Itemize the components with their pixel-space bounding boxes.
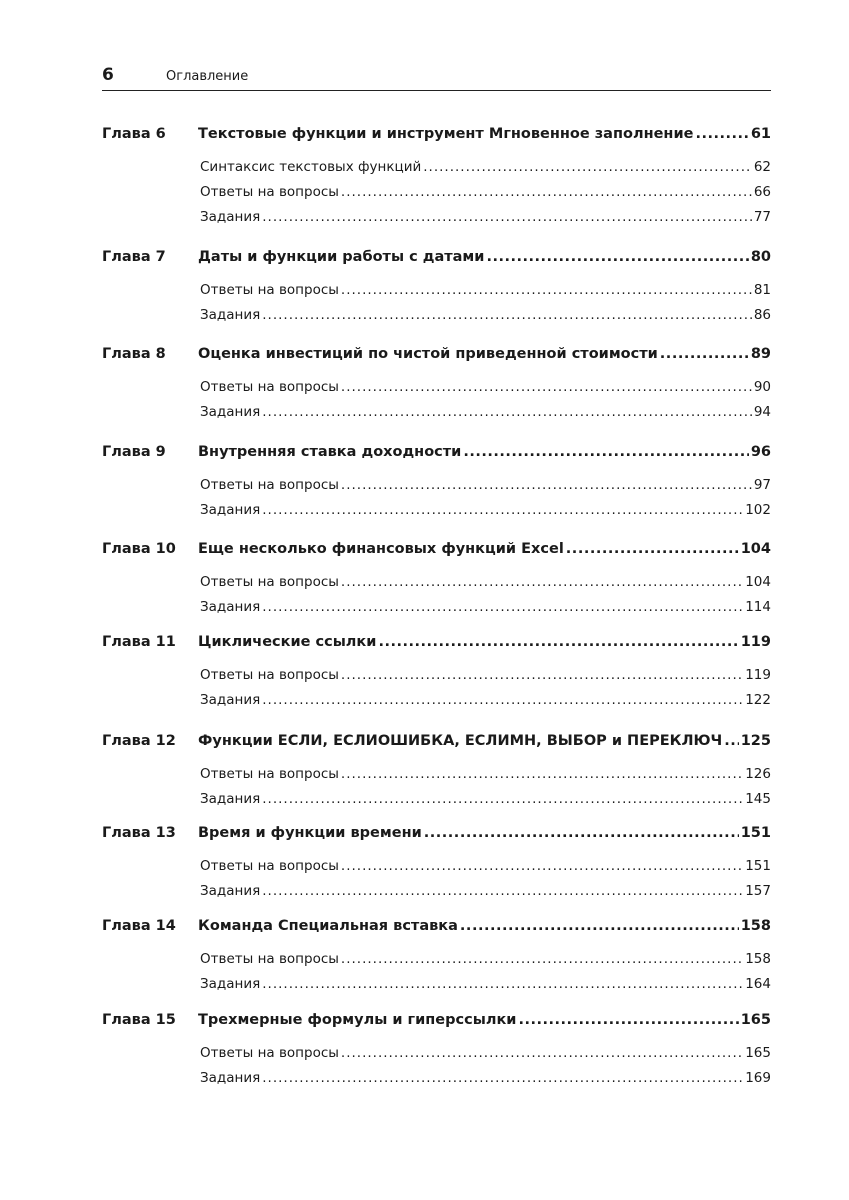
dot-leader <box>262 404 752 420</box>
toc-entry[interactable] <box>200 502 771 527</box>
toc-chapter <box>102 634 771 717</box>
chapter-label: Глава 8 <box>102 346 166 362</box>
chapter-page: 96 <box>750 444 771 460</box>
chapter-title: Внутренняя ставка доходности <box>198 444 462 460</box>
toc-entry[interactable] <box>200 404 771 429</box>
entry-page: 62 <box>753 159 771 175</box>
chapter-heading[interactable] <box>102 541 771 561</box>
chapter-heading[interactable] <box>102 918 771 938</box>
toc-entry[interactable] <box>200 883 771 908</box>
entry-page: 104 <box>745 574 771 590</box>
toc-entry[interactable] <box>200 477 771 502</box>
chapter-page: 165 <box>740 1012 771 1028</box>
dot-leader <box>262 692 743 708</box>
chapter-page: 151 <box>740 825 771 841</box>
chapter-heading[interactable] <box>102 444 771 464</box>
entry-page: 164 <box>745 976 771 992</box>
dot-leader <box>341 667 743 683</box>
chapter-page: 61 <box>750 126 771 142</box>
entry-page: 119 <box>745 667 771 683</box>
entry-title: Задания <box>200 502 261 518</box>
entry-title: Ответы на вопросы <box>200 184 339 200</box>
dot-leader <box>262 976 743 992</box>
dot-leader <box>341 379 752 395</box>
entry-title: Ответы на вопросы <box>200 1045 339 1061</box>
toc-chapter <box>102 918 771 1001</box>
dot-leader <box>423 159 752 175</box>
entry-title: Ответы на вопросы <box>200 574 339 590</box>
toc-chapter <box>102 733 771 816</box>
entry-title: Задания <box>200 1070 261 1086</box>
chapter-heading[interactable] <box>102 346 771 366</box>
chapter-entries <box>200 1045 771 1095</box>
entry-title: Задания <box>200 209 261 225</box>
page-number: 6 <box>102 65 114 85</box>
dot-leader <box>378 634 738 650</box>
toc-entry[interactable] <box>200 976 771 1001</box>
entry-title: Задания <box>200 307 261 323</box>
chapter-label: Глава 9 <box>102 444 166 460</box>
chapter-page: 80 <box>750 249 771 265</box>
toc-chapter <box>102 249 771 332</box>
toc-chapter <box>102 1012 771 1095</box>
chapter-entries <box>200 159 771 234</box>
entry-title: Ответы на вопросы <box>200 379 339 395</box>
chapter-entries <box>200 379 771 429</box>
dot-leader <box>341 858 743 874</box>
toc-entry[interactable] <box>200 574 771 599</box>
entry-page: 122 <box>745 692 771 708</box>
running-title: Оглавление <box>166 69 249 84</box>
toc-entry[interactable] <box>200 1045 771 1070</box>
entry-title: Ответы на вопросы <box>200 282 339 298</box>
entry-title: Задания <box>200 404 261 420</box>
chapter-entries <box>200 282 771 332</box>
chapter-title: Команда Специальная вставка <box>198 918 458 934</box>
chapter-title: Даты и функции работы с датами <box>198 249 485 265</box>
dot-leader <box>724 733 738 749</box>
entry-page: 151 <box>745 858 771 874</box>
toc-entry[interactable] <box>200 307 771 332</box>
toc-entry[interactable] <box>200 1070 771 1095</box>
entry-title: Задания <box>200 791 261 807</box>
dot-leader <box>341 282 752 298</box>
chapter-label: Глава 12 <box>102 733 176 749</box>
chapter-entries <box>200 574 771 624</box>
entry-page: 90 <box>753 379 771 395</box>
entry-page: 157 <box>745 883 771 899</box>
toc-chapter <box>102 541 771 624</box>
entry-page: 158 <box>745 951 771 967</box>
chapter-page: 119 <box>740 634 771 650</box>
entry-title: Синтаксис текстовых функций <box>200 159 422 175</box>
dot-leader <box>341 574 743 590</box>
entry-title: Ответы на вопросы <box>200 858 339 874</box>
toc-entry[interactable] <box>200 951 771 976</box>
toc-entry[interactable] <box>200 858 771 883</box>
chapter-heading[interactable] <box>102 126 771 146</box>
chapter-entries <box>200 667 771 717</box>
entry-title: Ответы на вопросы <box>200 766 339 782</box>
entry-title: Задания <box>200 976 261 992</box>
entry-title: Ответы на вопросы <box>200 667 339 683</box>
toc-entry[interactable] <box>200 599 771 624</box>
chapter-page: 158 <box>740 918 771 934</box>
chapter-entries <box>200 766 771 816</box>
dot-leader <box>660 346 749 362</box>
chapter-title: Еще несколько финансовых функций Excel <box>198 541 564 557</box>
entry-page: 169 <box>745 1070 771 1086</box>
chapter-entries <box>200 858 771 908</box>
entry-page: 114 <box>745 599 771 615</box>
chapter-entries <box>200 477 771 527</box>
toc-chapter <box>102 126 771 234</box>
dot-leader <box>262 1070 743 1086</box>
chapter-title: Оценка инвестиций по чистой приведенной стоимости <box>198 346 658 362</box>
toc-chapter <box>102 825 771 908</box>
entry-page: 165 <box>745 1045 771 1061</box>
chapter-title: Текстовые функции и инструмент Мгновенное заполнение <box>198 126 694 142</box>
chapter-label: Глава 10 <box>102 541 176 557</box>
entry-page: 81 <box>753 282 771 298</box>
entry-page: 145 <box>745 791 771 807</box>
chapter-title: Циклические ссылки <box>198 634 377 650</box>
chapter-heading[interactable] <box>102 634 771 654</box>
chapter-label: Глава 11 <box>102 634 176 650</box>
dot-leader <box>566 541 739 557</box>
entry-title: Задания <box>200 883 261 899</box>
entry-title: Задания <box>200 599 261 615</box>
dot-leader <box>460 918 739 934</box>
entry-page: 94 <box>753 404 771 420</box>
dot-leader <box>463 444 748 460</box>
entry-title: Ответы на вопросы <box>200 951 339 967</box>
toc-chapter <box>102 346 771 429</box>
toc-entry[interactable] <box>200 184 771 209</box>
dot-leader <box>341 766 743 782</box>
chapter-label: Глава 13 <box>102 825 176 841</box>
dot-leader <box>341 1045 743 1061</box>
entry-title: Ответы на вопросы <box>200 477 339 493</box>
toc-entry[interactable] <box>200 791 771 816</box>
chapter-label: Глава 6 <box>102 126 166 142</box>
dot-leader <box>695 126 748 142</box>
toc-entry[interactable] <box>200 667 771 692</box>
chapter-title: Время и функции времени <box>198 825 422 841</box>
dot-leader <box>486 249 748 265</box>
chapter-page: 89 <box>750 346 771 362</box>
chapter-heading[interactable] <box>102 825 771 845</box>
chapter-page: 104 <box>740 541 771 557</box>
chapter-label: Глава 15 <box>102 1012 176 1028</box>
chapter-heading[interactable] <box>102 733 771 753</box>
dot-leader <box>341 184 752 200</box>
entry-page: 126 <box>745 766 771 782</box>
dot-leader <box>518 1012 738 1028</box>
page-header <box>102 62 771 91</box>
dot-leader <box>341 951 743 967</box>
toc-entry[interactable] <box>200 379 771 404</box>
dot-leader <box>262 791 743 807</box>
dot-leader <box>262 502 743 518</box>
toc-entry[interactable] <box>200 692 771 717</box>
dot-leader <box>262 307 752 323</box>
dot-leader <box>262 599 743 615</box>
chapter-page: 125 <box>740 733 771 749</box>
chapter-entries <box>200 951 771 1001</box>
toc-entry[interactable] <box>200 159 771 184</box>
chapter-heading[interactable] <box>102 249 771 269</box>
chapter-title: Функции ЕСЛИ, ЕСЛИОШИБКА, ЕСЛИМН, ВЫБОР и ПЕРЕКЛЮЧ <box>198 733 723 749</box>
entry-page: 77 <box>753 209 771 225</box>
chapter-title: Трехмерные формулы и гиперссылки <box>198 1012 517 1028</box>
entry-page: 102 <box>745 502 771 518</box>
dot-leader <box>341 477 752 493</box>
chapter-heading[interactable] <box>102 1012 771 1032</box>
entry-page: 86 <box>753 307 771 323</box>
entry-page: 97 <box>753 477 771 493</box>
chapter-label: Глава 7 <box>102 249 166 265</box>
entry-title: Задания <box>200 692 261 708</box>
entry-page: 66 <box>753 184 771 200</box>
toc-entry[interactable] <box>200 209 771 234</box>
toc-chapter <box>102 444 771 527</box>
dot-leader <box>262 883 743 899</box>
dot-leader <box>262 209 752 225</box>
chapter-label: Глава 14 <box>102 918 176 934</box>
toc-entry[interactable] <box>200 766 771 791</box>
toc-entry[interactable] <box>200 282 771 307</box>
dot-leader <box>424 825 739 841</box>
